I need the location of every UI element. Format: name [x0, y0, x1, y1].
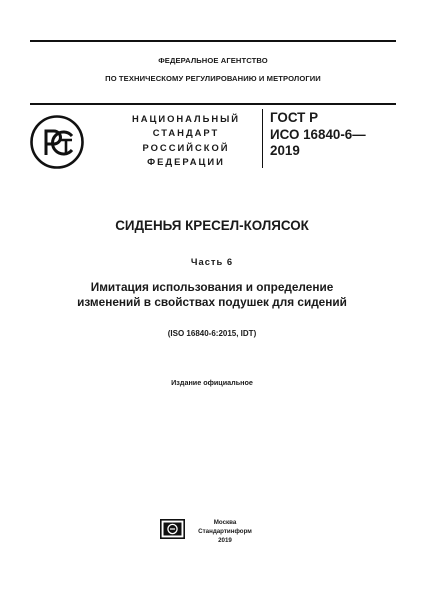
- gost-line: ГОСТ Р: [270, 110, 318, 125]
- gost-line: 2019: [270, 143, 300, 159]
- gost-line: ИСО 16840-6—: [270, 126, 366, 142]
- standartinform-icon: [160, 519, 185, 539]
- publication-year: 2019: [218, 536, 232, 544]
- agency-line-1: ФЕДЕРАЛЬНОЕ АГЕНТСТВО: [158, 56, 268, 65]
- edition-label: Издание официальное: [171, 378, 253, 387]
- national-standard-line: НАЦИОНАЛЬНЫЙ: [131, 113, 241, 124]
- publisher-city: Москва: [213, 519, 237, 526]
- publisher-name: Стандартинформ: [198, 527, 252, 535]
- part-label: Часть 6: [190, 256, 234, 267]
- national-standard-line: ФЕДЕРАЦИИ: [147, 155, 225, 167]
- document-subtitle: [0, 280, 424, 311]
- subtitle-line: изменений в свойствах подушек для сидений: [77, 295, 347, 310]
- subtitle-line: Имитация использования и определение: [90, 280, 334, 294]
- header-rule: [30, 103, 396, 105]
- vertical-divider: [262, 109, 263, 168]
- iso-reference: (ISO 16840-6:2015, IDT): [167, 329, 257, 338]
- pct-certification-icon: [30, 115, 84, 169]
- national-standard-line: СТАНДАРТ: [152, 127, 220, 139]
- publisher-info: [190, 519, 260, 545]
- gost-designation: [270, 110, 366, 160]
- national-standard-line: РОССИЙСКОЙ: [142, 141, 230, 153]
- top-rule: [30, 40, 396, 42]
- agency-line-2: ПО ТЕХНИЧЕСКОМУ РЕГУЛИРОВАНИЮ И МЕТРОЛОГИИ: [105, 74, 321, 83]
- document-title: СИДЕНЬЯ КРЕСЕЛ-КОЛЯСОК: [115, 218, 309, 233]
- national-standard-label: [118, 112, 254, 169]
